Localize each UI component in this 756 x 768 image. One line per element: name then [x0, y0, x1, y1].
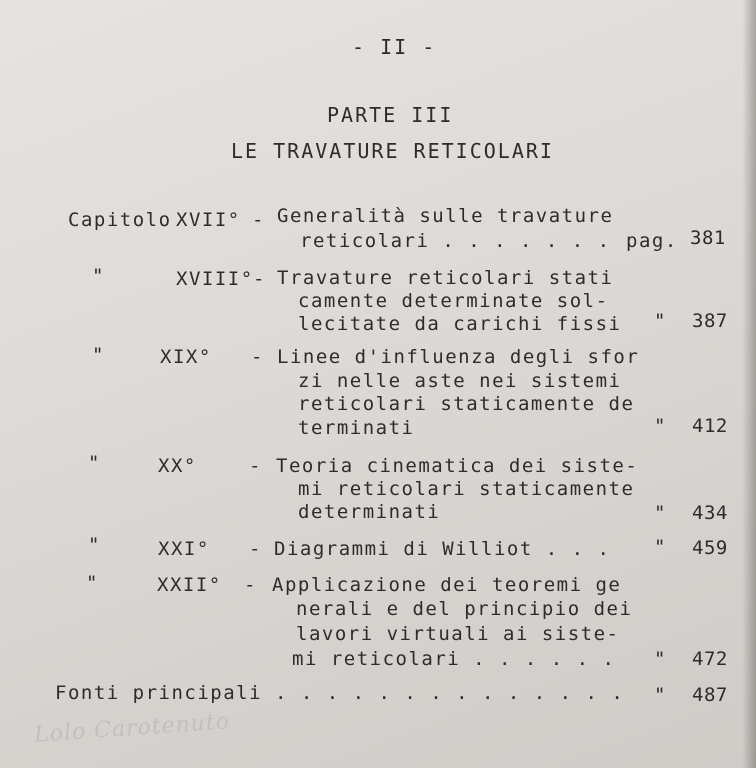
- page-prefix: pag.: [626, 230, 678, 252]
- ditto-mark: ": [92, 344, 105, 366]
- chapter-number: XVIII°: [176, 268, 254, 290]
- chapter-dash: -: [251, 346, 264, 368]
- ditto-mark: ": [92, 265, 105, 287]
- page-number-header: - II -: [352, 35, 437, 59]
- part-subtitle: LE TRAVATURE RETICOLARI: [231, 139, 554, 163]
- chapter-number: XXII°: [157, 574, 222, 596]
- chapter-title-line: nerali e del principio dei: [296, 598, 633, 620]
- chapter-dash: -: [249, 455, 262, 477]
- ditto-mark: ": [88, 452, 101, 474]
- page-number: 472: [692, 648, 728, 670]
- chapter-title-line: reticolari . . . . . . .: [300, 230, 611, 252]
- chapter-title-line: zi nelle aste nei sistemi: [298, 370, 622, 392]
- chapter-title-line: lecitate da carichi fissi: [298, 313, 622, 335]
- page-prefix: ": [654, 502, 667, 524]
- chapter-number: XXI°: [158, 538, 210, 560]
- chapter-title-line: terminati: [298, 417, 415, 439]
- page-number: 412: [692, 415, 728, 437]
- part-title: PARTE III: [327, 103, 454, 127]
- chapter-title-line: Diagrammi di Williot . . .: [274, 538, 611, 560]
- page-prefix: ": [654, 310, 667, 332]
- chapter-title-line: lavori virtuali ai siste-: [296, 623, 620, 645]
- chapter-number: XVII°: [176, 209, 241, 231]
- chapter-dash: -: [252, 209, 265, 231]
- page-number: 487: [692, 684, 728, 706]
- chapter-title-line: mi reticolari . . . . . .: [292, 648, 616, 670]
- page-prefix: ": [654, 648, 667, 670]
- chapter-title-line: Generalità sulle travature: [277, 205, 614, 227]
- chapter-number: XX°: [158, 455, 197, 477]
- chapter-title-line: reticolari staticamente de: [298, 393, 635, 415]
- chapter-title-line: mi reticolari staticamente: [298, 478, 635, 500]
- chapter-title-line: Teoria cinematica dei siste-: [276, 455, 639, 477]
- ditto-mark: ": [86, 572, 99, 594]
- page-edge-shadow: [742, 0, 756, 768]
- page-number: 434: [692, 502, 728, 524]
- page-number: 387: [692, 310, 728, 332]
- chapter-dash: -: [244, 574, 257, 596]
- chapter-dash: -: [253, 268, 266, 290]
- chapter-title-line: Linee d'influenza degli sfor: [277, 346, 640, 368]
- ditto-mark: ": [88, 534, 101, 556]
- sources-line: Fonti principali . . . . . . . . . . . . . .: [55, 682, 625, 704]
- page-prefix: ": [654, 536, 667, 558]
- chapter-title-line: camente determinate sol-: [298, 290, 609, 312]
- page-prefix: ": [654, 415, 667, 437]
- handwritten-signature: Lolo Carotenuto: [33, 709, 231, 748]
- chapter-title-line: Travature reticolari stati: [277, 267, 614, 289]
- chapter-title-line: determinati: [298, 501, 441, 523]
- chapter-dash: -: [249, 538, 262, 560]
- page-number: 459: [692, 537, 728, 559]
- chapter-label: Capitolo: [68, 209, 172, 231]
- page-prefix: ": [654, 684, 667, 706]
- chapter-number: XIX°: [160, 346, 212, 368]
- chapter-title-line: Applicazione dei teoremi ge: [272, 574, 622, 596]
- page-number: 381: [690, 227, 726, 249]
